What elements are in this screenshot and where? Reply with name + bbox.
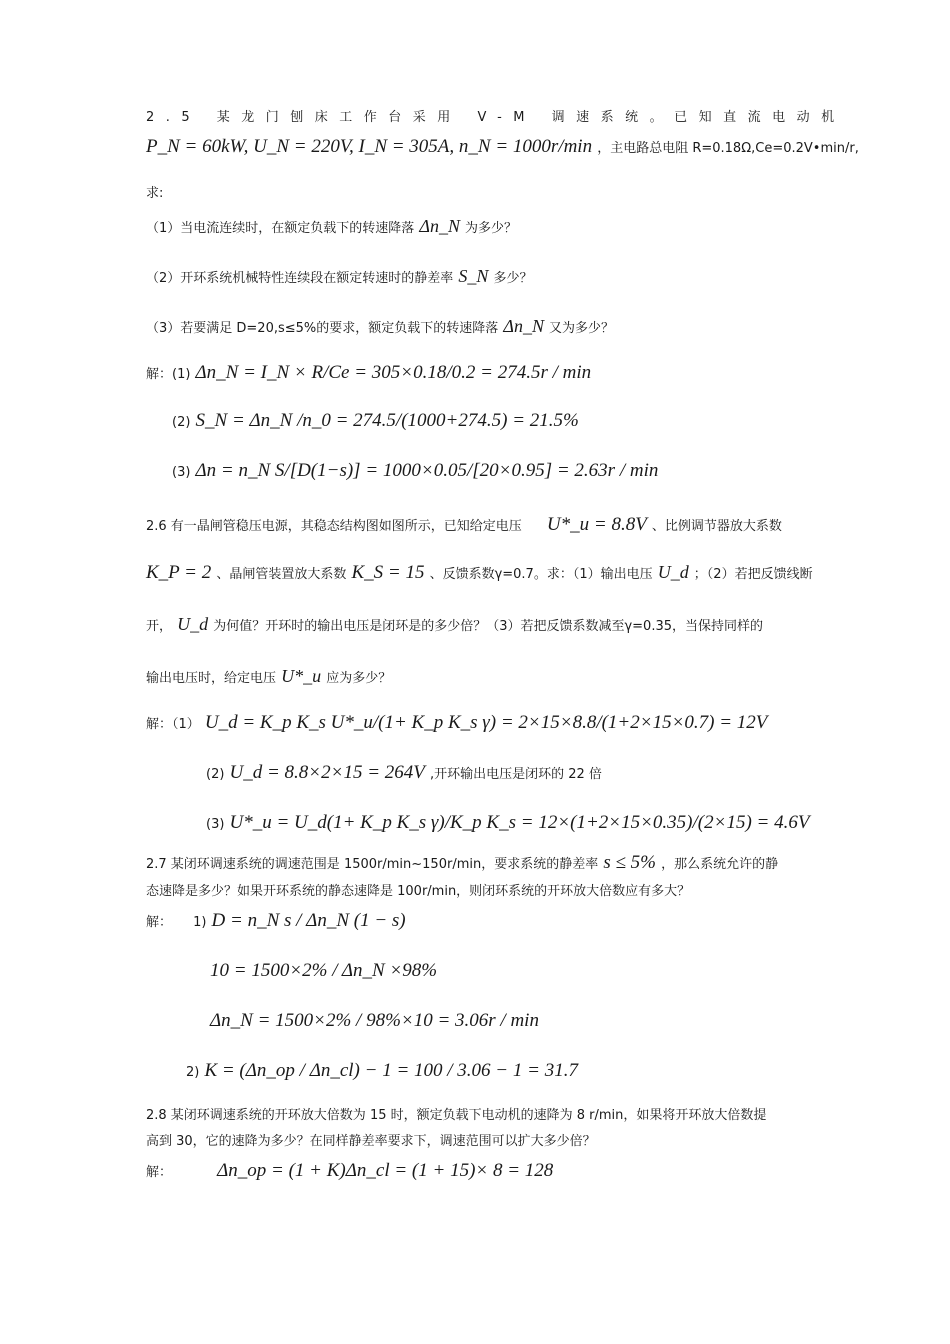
p25-q1-text: （1）当电流连续时，在额定负载下的转速降落 (146, 221, 415, 236)
p25-ask: 求: (146, 186, 164, 201)
p25-q2-text: （2）开环系统机械特性连续段在额定转速时的静差率 (146, 271, 454, 286)
p28-sol1 (146, 1160, 950, 1182)
p26-sol3-label: (3) (206, 817, 225, 832)
p25-params-line (146, 136, 950, 158)
p26-l1-tail: 、比例调节器放大系数 (651, 519, 782, 534)
p26-l1-eq: U*_u = 8.8V (546, 514, 647, 535)
p26-kp-eq: K_P = 2 (146, 562, 212, 583)
p25-q3-sym: Δn_N (503, 316, 544, 336)
p28-line1: 2.8 某闭环调速系统的开环放大倍数为 15 时，额定负载下电动机的速降为 8 r/min，如果将开环放大倍数提 (146, 1108, 767, 1123)
p27-sol1-label: 1) (193, 915, 207, 930)
p26-l3-sym: U_d (177, 614, 209, 634)
p25-sol2-label: (2) (172, 415, 191, 430)
p26-l1-text: 2.6 有一晶闸管稳压电源，其稳态结构图如图所示，已知给定电压 (146, 519, 522, 534)
p27-sol4 (186, 1060, 950, 1082)
p25-sol3-eq: Δn = n_N S/[D(1−s)] = 1000×0.05/[20×0.95] = 2.63r / min (195, 460, 659, 481)
p25-sol2 (172, 410, 950, 432)
p25-sol1 (146, 362, 950, 384)
p25-sol-label: 解：(1) (146, 367, 191, 382)
p25-q2 (146, 266, 950, 287)
p26-l4-t1: 输出电压时，给定电压 (146, 671, 277, 686)
p26-sol3-eq: U*_u = U_d(1+ K_p K_s γ)/K_p K_s = 12×(1+2×15×0.35)/(2×15) = 4.6V (229, 812, 810, 833)
p26-l3-t1: 开， (146, 619, 173, 634)
p25-params-eq: P_N = 60kW, U_N = 220V, I_N = 305A, n_N = 1000r/min (146, 136, 593, 157)
p25-line1: 2.5 某龙门刨床工作台采用 V-M 调速系统。已知直流电动机 (146, 110, 846, 125)
p25-q1-tail: 为多少？ (465, 221, 518, 236)
p28-sol-label: 解： (146, 1165, 173, 1180)
p28-line2: 高到 30，它的速降为多少？在同样静差率要求下，调速范围可以扩大多少倍？ (146, 1134, 596, 1149)
p26-sol1-eq: U_d = K_p K_s U*_u/(1+ K_p K_s γ) = 2×15×8.8/(1+2×15×0.7) = 12V (204, 712, 768, 733)
p25-sol3-label: (3) (172, 465, 191, 480)
p26-sol2 (206, 762, 950, 784)
p25-q3-text: （3）若要满足 D=20,s≤5%的要求，额定负载下的转速降落 (146, 321, 499, 336)
p27-line1 (146, 852, 950, 874)
p26-l2-t1: 、晶闸管装置放大系数 (216, 567, 347, 582)
p28-sol1-eq: Δn_op = (1 + K)Δn_cl = (1 + 15)× 8 = 128 (217, 1160, 554, 1181)
p27-sol4-label: 2) (186, 1065, 200, 1080)
p27-l1-eq: s ≤ 5% (603, 852, 656, 873)
p26-line3 (146, 614, 950, 635)
p25-q3 (146, 316, 950, 337)
p26-line2 (146, 562, 950, 584)
p26-l3-t2: 为何值？开环时的输出电压是闭环是的多少倍？（3）若把反馈系数减至γ=0.35，当保持同样的 (213, 619, 764, 634)
p26-line1 (146, 514, 950, 536)
p26-sol2-eq: U_d = 8.8×2×15 = 264V (229, 762, 425, 783)
p25-q1 (146, 216, 950, 237)
p27-sol1-eq: D = n_N s / Δn_N (1 − s) (211, 910, 406, 931)
p26-sol2-label: (2) (206, 767, 225, 782)
p26-l4-sym: U*_u (281, 666, 322, 686)
p25-q3-tail: 又为多少？ (549, 321, 615, 336)
p27-l1-tail: ，那么系统允许的静 (661, 857, 779, 872)
p26-l2-t3: ；（2）若把反馈线断 (693, 567, 813, 582)
p26-l2-sym: U_d (657, 562, 689, 582)
p25-sol2-eq: S_N = Δn_N /n_0 = 274.5/(1000+274.5) = 21.5% (195, 410, 579, 431)
p27-sol1 (146, 910, 950, 932)
p26-ks-eq: K_S = 15 (351, 562, 425, 583)
p26-sol1 (146, 712, 950, 734)
p27-l1-text: 2.7 某闭环调速系统的调速范围是 1500r/min~150r/min，要求系统的静差率 (146, 857, 599, 872)
p27-sol-label: 解： (146, 915, 173, 930)
p27-line2: 态速降是多少？如果开环系统的静态速降是 100r/min，则闭环系统的开环放大倍数应有多大？ (146, 884, 691, 899)
p25-sol1-eq: Δn_N = I_N × R/Ce = 305×0.18/0.2 = 274.5r / min (195, 362, 592, 383)
p26-l2-t2: 、反馈系数γ=0.7。求：（1）输出电压 (429, 567, 653, 582)
p25-q2-sym: S_N (458, 266, 489, 286)
p27-sol3: Δn_N = 1500×2% / 98%×10 = 3.06r / min (210, 1010, 539, 1031)
p27-sol2: 10 = 1500×2% / Δn_N ×98% (210, 960, 438, 981)
p25-params-tail: ，主电路总电阻 R=0.18Ω,Ce=0.2V•min/r, (597, 141, 859, 156)
p25-sol3 (172, 460, 950, 482)
p25-q1-sym: Δn_N (419, 216, 460, 236)
p26-l4-t2: 应为多少？ (326, 671, 392, 686)
p25-q2-tail: 多少？ (493, 271, 533, 286)
p26-line4 (146, 666, 950, 687)
p26-sol2-tail: ,开环输出电压是闭环的 22 倍 (429, 767, 602, 782)
p26-sol3 (206, 812, 950, 834)
p26-sol-label: 解：（1） (146, 717, 200, 732)
p27-sol4-eq: K = (Δn_op / Δn_cl) − 1 = 100 / 3.06 − 1 = 31.7 (204, 1060, 578, 1081)
